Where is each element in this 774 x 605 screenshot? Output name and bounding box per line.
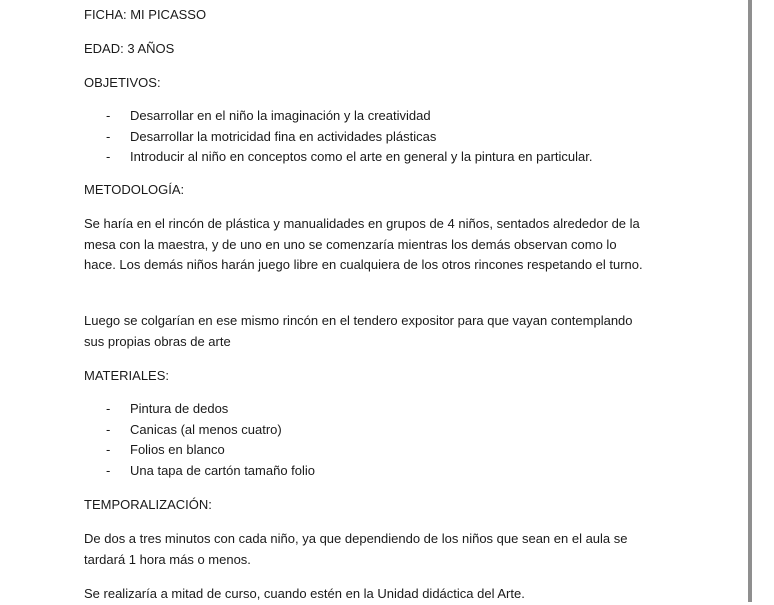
- metodologia-paragraph-2: Luego se colgarían en ese mismo rincón en el tendero expositor para que vayan contemplando sus propias obras de arte: [84, 313, 633, 349]
- metodologia-heading: METODOLOGÍA:: [84, 182, 185, 197]
- metodologia-paragraph-1: Se haría en el rincón de plástica y manualidades en grupos de 4 niños, sentados alrededor de la mesa con la maestra, y de uno en uno se comenzaría mientras los demás observan como lo hace. Los demás niños harán juego libre en cualquiera de los otros rincones respetando el turno.: [84, 216, 643, 272]
- list-item: [84, 399, 315, 420]
- bullet-dash: -: [106, 128, 111, 144]
- list-item: [84, 420, 315, 441]
- list-item-text: Desarrollar en el niño la imaginación y la creatividad: [130, 108, 431, 123]
- bullet-dash: -: [106, 442, 111, 457]
- list-item-text: Introducir al niño en conceptos como el arte en general y la pintura en particular.: [130, 149, 593, 164]
- list-item: [84, 127, 593, 148]
- materiales-heading: MATERIALES:: [84, 368, 170, 383]
- list-item: [84, 147, 593, 168]
- list-item-text: Pintura de dedos: [130, 401, 229, 416]
- bullet-dash: -: [106, 149, 111, 164]
- bullet-dash: -: [106, 108, 111, 123]
- objetivos-list: [84, 106, 593, 168]
- vertical-scrollbar[interactable]: [748, 0, 774, 602]
- temporalizacion-paragraph-2: Se realizaría a mitad de curso, cuando estén en la Unidad didáctica del Arte.: [84, 586, 525, 601]
- objetivos-heading: OBJETIVOS:: [84, 75, 161, 90]
- bullet-dash: -: [106, 421, 111, 437]
- temporalizacion-heading: TEMPORALIZACIÓN:: [84, 497, 212, 512]
- edad-line: EDAD: 3 AÑOS: [84, 41, 175, 56]
- page-edge-line: [748, 0, 752, 602]
- list-item-text: Canicas (al menos cuatro): [130, 421, 282, 437]
- list-item-text: Desarrollar la motricidad fina en actividades plásticas: [130, 128, 437, 144]
- temporalizacion-paragraph-1: De dos a tres minutos con cada niño, ya que dependiendo de los niños que sean en el aula se tardará 1 hora más o menos.: [84, 531, 628, 567]
- list-item: [84, 106, 593, 127]
- list-item-text: Una tapa de cartón tamaño folio: [130, 462, 316, 478]
- list-item-text: Folios en blanco: [130, 442, 225, 457]
- ficha-title: FICHA: MI PICASSO: [84, 7, 207, 22]
- bullet-dash: -: [106, 462, 111, 478]
- list-item: [84, 461, 315, 482]
- materiales-list: [84, 399, 315, 481]
- list-item: [84, 440, 315, 461]
- bullet-dash: -: [106, 401, 111, 416]
